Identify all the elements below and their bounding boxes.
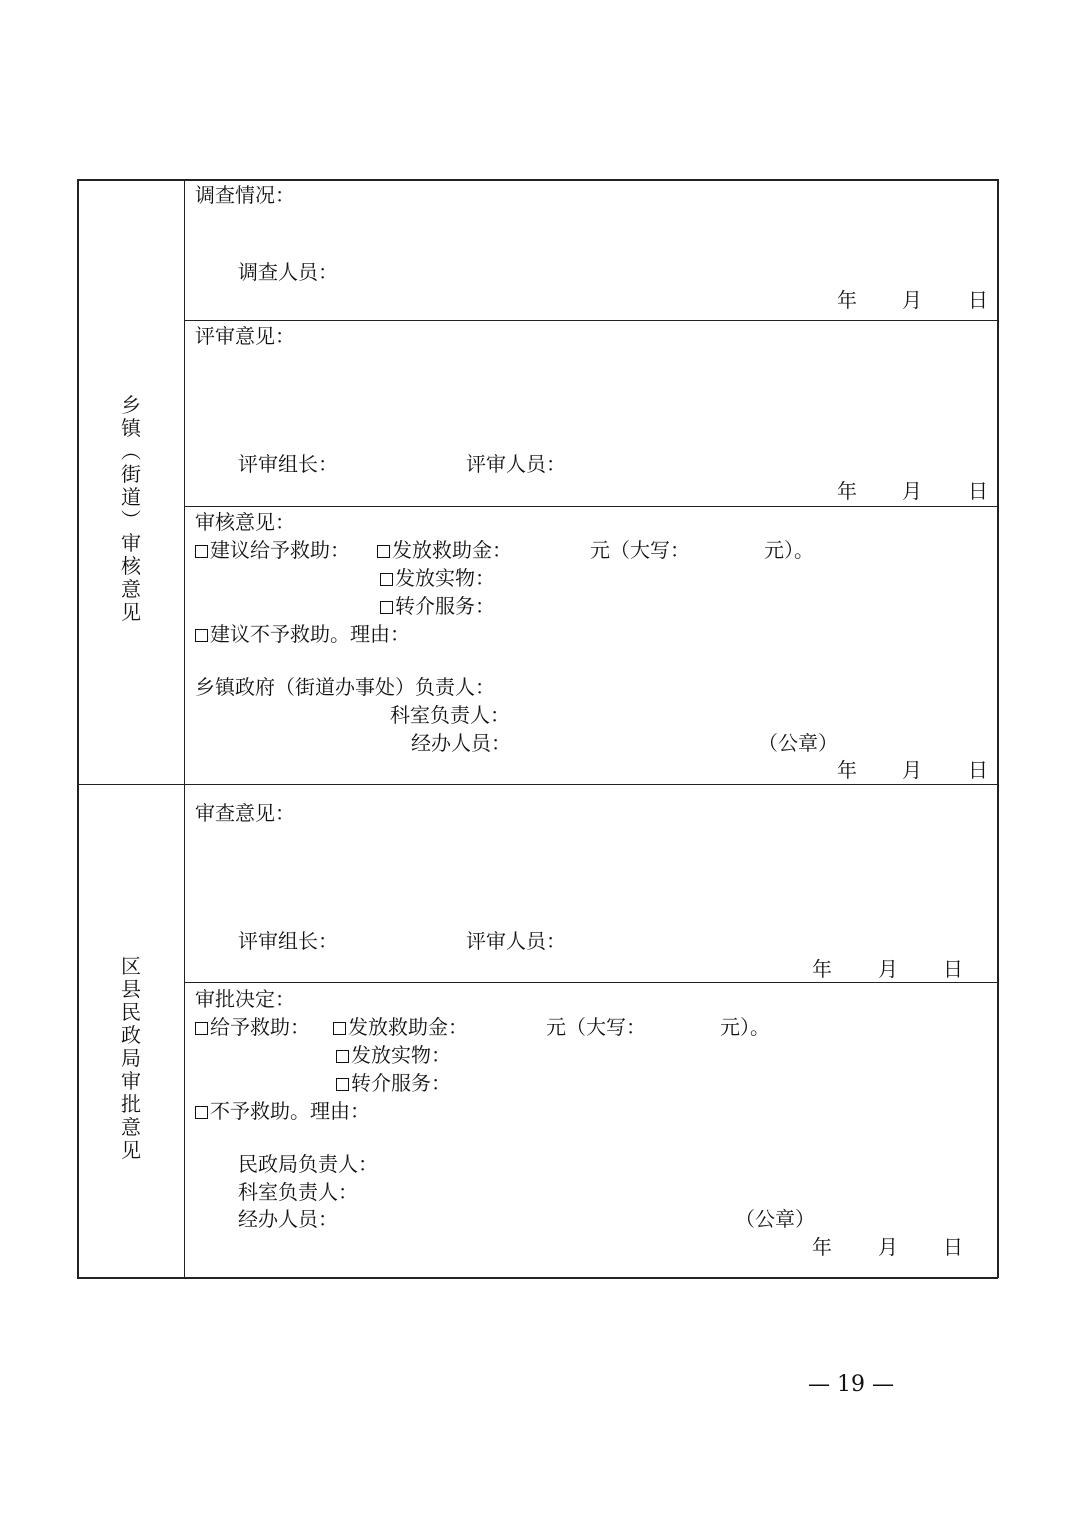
suggest-give-label: 建议给予救助： <box>210 538 350 562</box>
dept-head-label: 科室负责人： <box>390 703 510 727</box>
deny-label: 不予救助。理由： <box>210 1099 370 1123</box>
approval-year: 年 <box>812 1235 832 1259</box>
approval-cash-label: 发放救助金： <box>348 1015 468 1039</box>
review-title: 评审意见： <box>195 324 295 348</box>
review-month: 月 <box>902 479 922 503</box>
gov-head-label: 乡镇政府（街道办事处）负责人： <box>195 675 495 699</box>
table-border-left <box>77 179 79 1278</box>
section-divider <box>77 784 998 785</box>
approval-goods-label: 发放实物： <box>351 1043 451 1067</box>
column-divider <box>184 179 185 1278</box>
checkbox[interactable] <box>195 1106 208 1119</box>
give-label: 给予救助： <box>210 1015 310 1039</box>
review-year: 年 <box>837 479 857 503</box>
page-number: — 19 — <box>808 1372 894 1397</box>
checkbox[interactable] <box>195 629 208 642</box>
table-border-top <box>77 179 998 181</box>
bureau-head-label: 民政局负责人： <box>238 1152 378 1176</box>
checkbox[interactable] <box>333 1022 346 1035</box>
cash-label: 发放救助金： <box>392 538 512 562</box>
row-divider-2 <box>184 506 998 507</box>
investigation-staff-label: 调查人员： <box>238 260 338 284</box>
suggest-give-option[interactable] <box>195 538 350 562</box>
table-border-right <box>997 179 999 1278</box>
cash-yuan-end: 元）。 <box>764 538 814 562</box>
approval-goods-option[interactable] <box>336 1043 451 1067</box>
approval-title: 审批决定： <box>195 987 295 1011</box>
checkbox[interactable] <box>336 1050 349 1063</box>
county-section-side-label: 区 县 民 政 局 审 批 意 见 <box>121 954 141 1162</box>
checkbox[interactable] <box>377 545 390 558</box>
suggest-deny-option[interactable] <box>195 622 410 646</box>
town-section-side-label: 乡 镇 ︵ 街 道 ︶ 审 核 意 见 <box>121 393 141 624</box>
audit-title: 审核意见： <box>195 510 295 534</box>
approval-referral-option[interactable] <box>336 1071 451 1095</box>
checkbox[interactable] <box>195 1022 208 1035</box>
approval-dept-head-label: 科室负责人： <box>238 1180 358 1204</box>
cash-yuan-label: 元（大写： <box>590 538 690 562</box>
approval-yuan-end: 元）。 <box>720 1015 770 1039</box>
review-day: 日 <box>968 479 988 503</box>
check-leader-label: 评审组长： <box>238 929 338 953</box>
referral-label: 转介服务： <box>395 594 495 618</box>
checkbox[interactable] <box>380 573 393 586</box>
table-border-bottom <box>77 1277 998 1279</box>
give-option[interactable] <box>195 1015 310 1039</box>
checkbox[interactable] <box>195 545 208 558</box>
checkbox[interactable] <box>336 1078 349 1091</box>
approval-seal: （公章） <box>735 1207 815 1231</box>
approval-handler-label: 经办人员： <box>238 1207 338 1231</box>
investigation-year: 年 <box>837 288 857 312</box>
approval-month: 月 <box>878 1235 898 1259</box>
check-month: 月 <box>878 957 898 981</box>
review-leader-label: 评审组长： <box>238 452 338 476</box>
check-year: 年 <box>812 957 832 981</box>
check-day: 日 <box>943 957 963 981</box>
audit-seal: （公章） <box>758 731 838 755</box>
approval-day: 日 <box>943 1235 963 1259</box>
approval-yuan-label: 元（大写： <box>546 1015 646 1039</box>
suggest-deny-label: 建议不予救助。理由： <box>210 622 410 646</box>
approval-referral-label: 转介服务： <box>351 1071 451 1095</box>
deny-option[interactable] <box>195 1099 370 1123</box>
row-divider-3 <box>184 982 998 983</box>
investigation-month: 月 <box>902 288 922 312</box>
goods-label: 发放实物： <box>395 566 495 590</box>
check-title: 审查意见： <box>195 801 295 825</box>
goods-option[interactable] <box>380 566 495 590</box>
investigation-title: 调查情况： <box>195 183 295 207</box>
audit-year: 年 <box>837 758 857 782</box>
check-members-label: 评审人员： <box>466 929 566 953</box>
approval-cash-option[interactable] <box>333 1015 468 1039</box>
audit-month: 月 <box>902 758 922 782</box>
referral-option[interactable] <box>380 594 495 618</box>
investigation-day: 日 <box>968 288 988 312</box>
row-divider-1 <box>184 320 998 321</box>
handler-label: 经办人员： <box>411 731 511 755</box>
review-members-label: 评审人员： <box>466 452 566 476</box>
cash-option[interactable] <box>377 538 512 562</box>
audit-day: 日 <box>968 758 988 782</box>
checkbox[interactable] <box>380 601 393 614</box>
